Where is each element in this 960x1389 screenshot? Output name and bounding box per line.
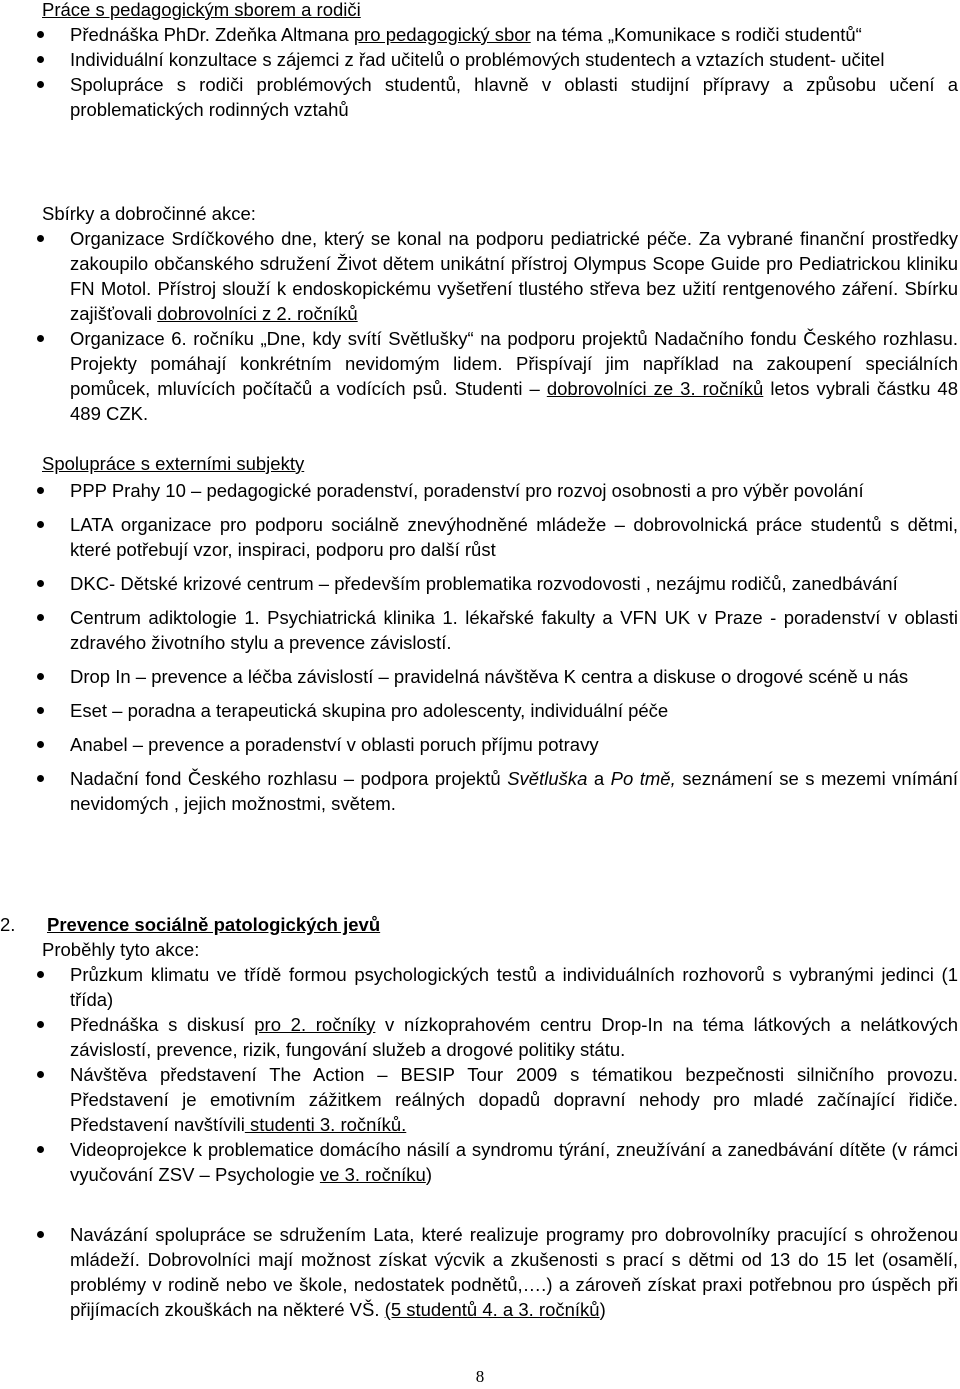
section-intro: Proběhly tyto akce: [42, 939, 200, 960]
page-number: 8 [475, 1367, 485, 1386]
section-heading-prevention: Prevence sociálně patologických jevů [47, 914, 381, 935]
list-item: Přednáška s diskusí pro 2. ročníky v nízkoprahovém centru Drop-In na téma látkových a nelátkových závislostí, prevence, rizik, fungování služeb a drogové politiky státu. [0, 1012, 958, 1062]
list-item: Individuální konzultace s zájemci z řad učitelů o problémových studentech a vztazích student- učitel [0, 47, 958, 72]
list-item: Nadační fond Českého rozhlasu – podpora projektů Světluška a Po tmě, seznámení se s mezemi vnímání nevidomých , jejich možnostmi, světem. [0, 766, 958, 816]
list-item: DKC- Dětské krizové centrum – především problematika rozvodovosti , nezájmu rodičů, zanedbávání [0, 571, 958, 596]
list-item: Drop In – prevence a léčba závislostí – pravidelná návštěva K centra a diskuse o drogové scéně u nás [0, 664, 958, 689]
list-item: PPP Prahy 10 – pedagogické poradenství, poradenství pro rozvoj osobnosti a pro výběr povolání [0, 478, 958, 503]
section-number: 2. [0, 914, 16, 935]
list-item: LATA organizace pro podporu sociálně znevýhodněné mládeže – dobrovolnická práce studentů s dětmi, které potřebují vzor, inspiraci, podporu pro další růst [0, 512, 958, 562]
list-teachers-parents [0, 22, 958, 122]
section-heading-teachers-parents: Práce s pedagogickým sborem a rodiči [42, 0, 361, 20]
list-item: Eset – poradna a terapeutická skupina pro adolescenty, individuální péče [0, 698, 958, 723]
section-heading-external: Spolupráce s externími subjekty [42, 453, 305, 474]
list-item: Návštěva představení The Action – BESIP Tour 2009 s tématikou bezpečnosti silničního provozu. Představení je emotivním zážitkem reálných dopadů dopravní nehody pro mladé začínající řidiče. Představení navštívili studenti 3. ročníků. [0, 1062, 958, 1137]
list-external [0, 478, 958, 825]
section-heading-charity: Sbírky a dobročinné akce: [42, 203, 256, 224]
list-item: Centrum adiktologie 1. Psychiatrická klinika 1. lékařské fakulty a VFN UK v Praze - poradenství v oblasti zdravého životního stylu a prevence závislostí. [0, 605, 958, 655]
list-item: Organizace 6. ročníku „Dne, kdy svítí Světlušky“ na podporu projektů Nadačního fondu Českého rozhlasu. Projekty pomáhají konkrétním nevidomým lidem. Přispívají jim například na zakoupení speciálních pomůcek, mluvících počítačů a vodících psů. Studenti – dobrovolníci ze 3. ročníků letos vybrali částku 48 489 CZK. [0, 326, 958, 426]
list-prevention [0, 962, 958, 1322]
list-charity [0, 226, 958, 426]
list-item: Videoprojekce k problematice domácího násilí a syndromu týrání, zneužívání a zanedbávání dítěte (v rámci vyučování ZSV – Psychologie ve 3. ročníku) [0, 1137, 958, 1187]
list-item: Organizace Srdíčkového dne, který se konal na podporu pediatrické péče. Za vybrané finanční prostředky zakoupilo občanského sdružení Život dětem unikátní přístroj Olympus Scope Guide pro Pediatrickou kliniku FN Motol. Přístroj slouží k endoskopickému vyšetření tlustého střeva bez užití rentgenového záření. Sbírku zajišťovali dobrovolníci z 2. ročníků [0, 226, 958, 326]
list-item: Spolupráce s rodiči problémových studentů, hlavně v oblasti studijní přípravy a způsobu učení a problematických rodinných vztahů [0, 72, 958, 122]
list-item: Anabel – prevence a poradenství v oblasti poruch příjmu potravy [0, 732, 958, 757]
list-item: Navázání spolupráce se sdružením Lata, které realizuje programy pro dobrovolníky pracující s ohroženou mládeží. Dobrovolníci mají možnost získat výcvik a zkušenosti s prací s dětmi od 13 do 15 let (osamělí, problémy v rodině nebo ve škole, nedostatek podnětů,….) a zároveň získat praxi potřebnou pro úspěch při přijímacích zkouškách na některé VŠ. (5 studentů 4. a 3. ročníků) [0, 1222, 958, 1322]
list-item: Přednáška PhDr. Zdeňka Altmana pro pedagogický sbor na téma „Komunikace s rodiči studentů“ [0, 22, 958, 47]
list-item: Průzkum klimatu ve třídě formou psychologických testů a individuálních rozhovorů s vybranými jedinci (1 třída) [0, 962, 958, 1012]
